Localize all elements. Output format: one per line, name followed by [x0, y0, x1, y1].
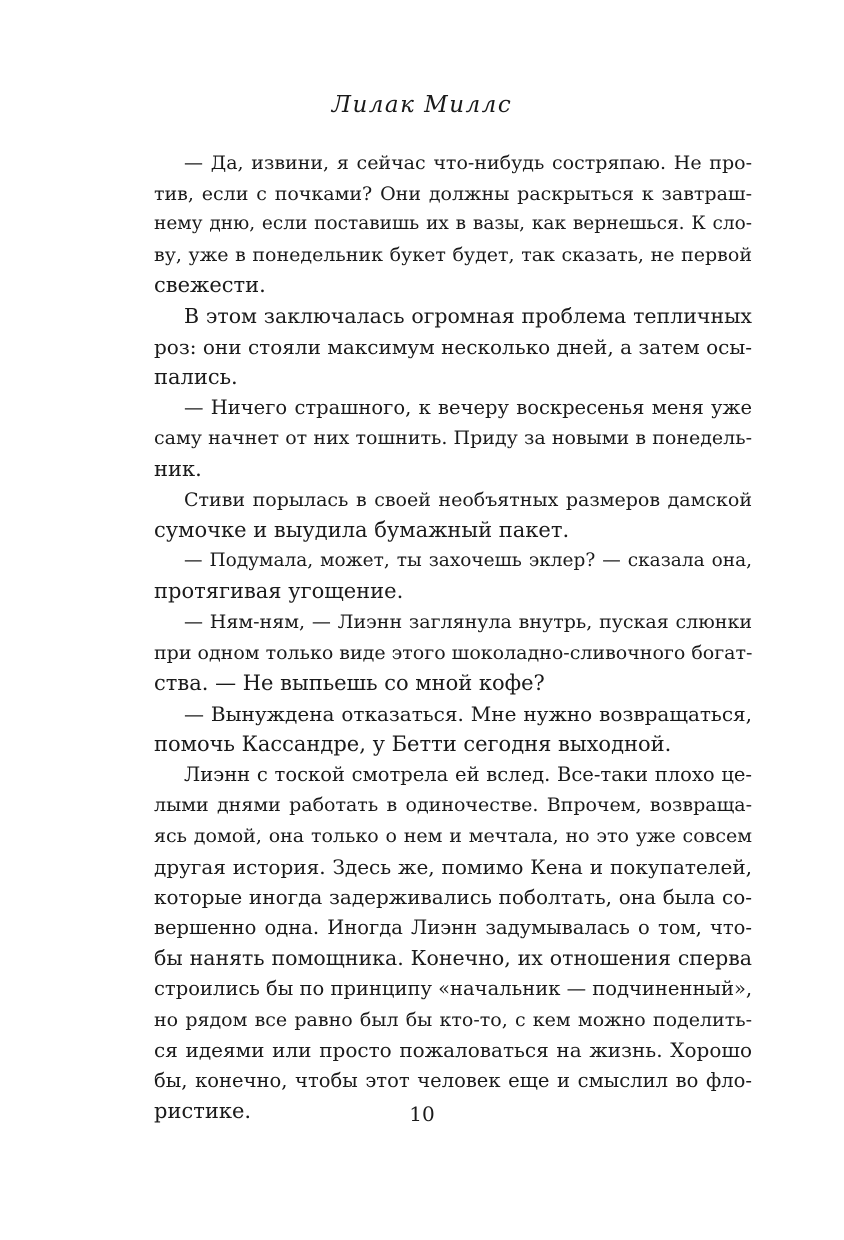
paragraph	[154, 546, 752, 607]
text-line: ясь домой, она только о нем и мечтала, но это уже совсем	[154, 825, 752, 848]
text-line: нему дню, если поставишь их в вазы, как вернешься. К сло-	[154, 213, 752, 235]
text-line: саму начнет от них тошнить. Приду за новыми в понедель-	[154, 427, 752, 450]
text-line: ву, уже в понедельник букет будет, так сказать, не первой	[154, 243, 752, 266]
paragraph	[154, 699, 752, 760]
text-line: вершенно одна. Иногда Лиэнн задумывалась о том, что-	[154, 915, 752, 939]
text-line: ристике.	[154, 1099, 252, 1124]
text-line: — Подумала, может, ты захочешь эклер? — сказала она,	[184, 549, 752, 571]
text-line: которые иногда задерживались поболтать, она была со-	[154, 885, 752, 910]
paragraph	[154, 760, 752, 1127]
text-line: при одном только виде этого шоколадно-сливочного богат-	[154, 641, 753, 664]
text-line: протягивая угощение.	[154, 579, 404, 604]
paragraph	[154, 393, 752, 485]
text-line: сумочке и выудила бумажный пакет.	[154, 518, 570, 543]
paragraph	[154, 301, 752, 393]
text-line: Лиэнн с тоской смотрела ей вслед. Все-таки плохо це-	[184, 762, 752, 786]
text-line: тив, если с почками? Они должны раскрыться к завтраш-	[154, 182, 752, 205]
text-line: В этом заключалась огромная проблема тепличных	[184, 303, 752, 328]
text-line: помочь Кассандре, у Бетти сегодня выходной.	[154, 732, 672, 757]
text-line: — Да, извини, я сейчас что-нибудь состряпаю. Не про-	[184, 152, 752, 174]
paragraph	[154, 148, 752, 301]
paragraph	[154, 485, 752, 546]
text-line: бы нанять помощника. Конечно, их отношения сперва	[154, 946, 752, 971]
text-line: ства. — Не выпьешь со мной кофе?	[154, 671, 545, 696]
text-line: пались.	[154, 365, 238, 390]
text-line: — Ням-ням, — Лиэнн заглянула внутрь, пуская слюнки	[184, 610, 752, 633]
running-head: Лилак Миллс	[331, 92, 513, 118]
text-line: Стиви порылась в своей необъятных размеров дамской	[184, 488, 752, 511]
text-line: бы, конечно, чтобы этот человек еще и смыслил во фло-	[154, 1068, 752, 1092]
text-line: роз: они стояли максимум несколько дней, а затем осы-	[154, 334, 752, 359]
text-line: но рядом все равно был бы кто-то, с кем можно поделить-	[154, 1008, 752, 1031]
text-line: ник.	[154, 456, 202, 481]
text-line: — Ничего страшного, к вечеру воскресенья меня уже	[184, 395, 752, 419]
text-line: строились бы по принципу «начальник — подчиненный»,	[154, 977, 753, 1001]
text-line: — Вынуждена отказаться. Мне нужно возвращаться,	[184, 701, 752, 726]
paragraph	[154, 607, 752, 699]
page-number: 10	[409, 1102, 435, 1126]
body-text	[154, 148, 752, 1127]
text-line: лыми днями работать в одиночестве. Впрочем, возвраща-	[154, 794, 752, 817]
text-line: ся идеями или просто пожаловаться на жизнь. Хорошо	[154, 1038, 752, 1063]
text-line: свежести.	[154, 273, 266, 298]
text-line: другая история. Здесь же, помимо Кена и покупателей,	[154, 854, 752, 879]
